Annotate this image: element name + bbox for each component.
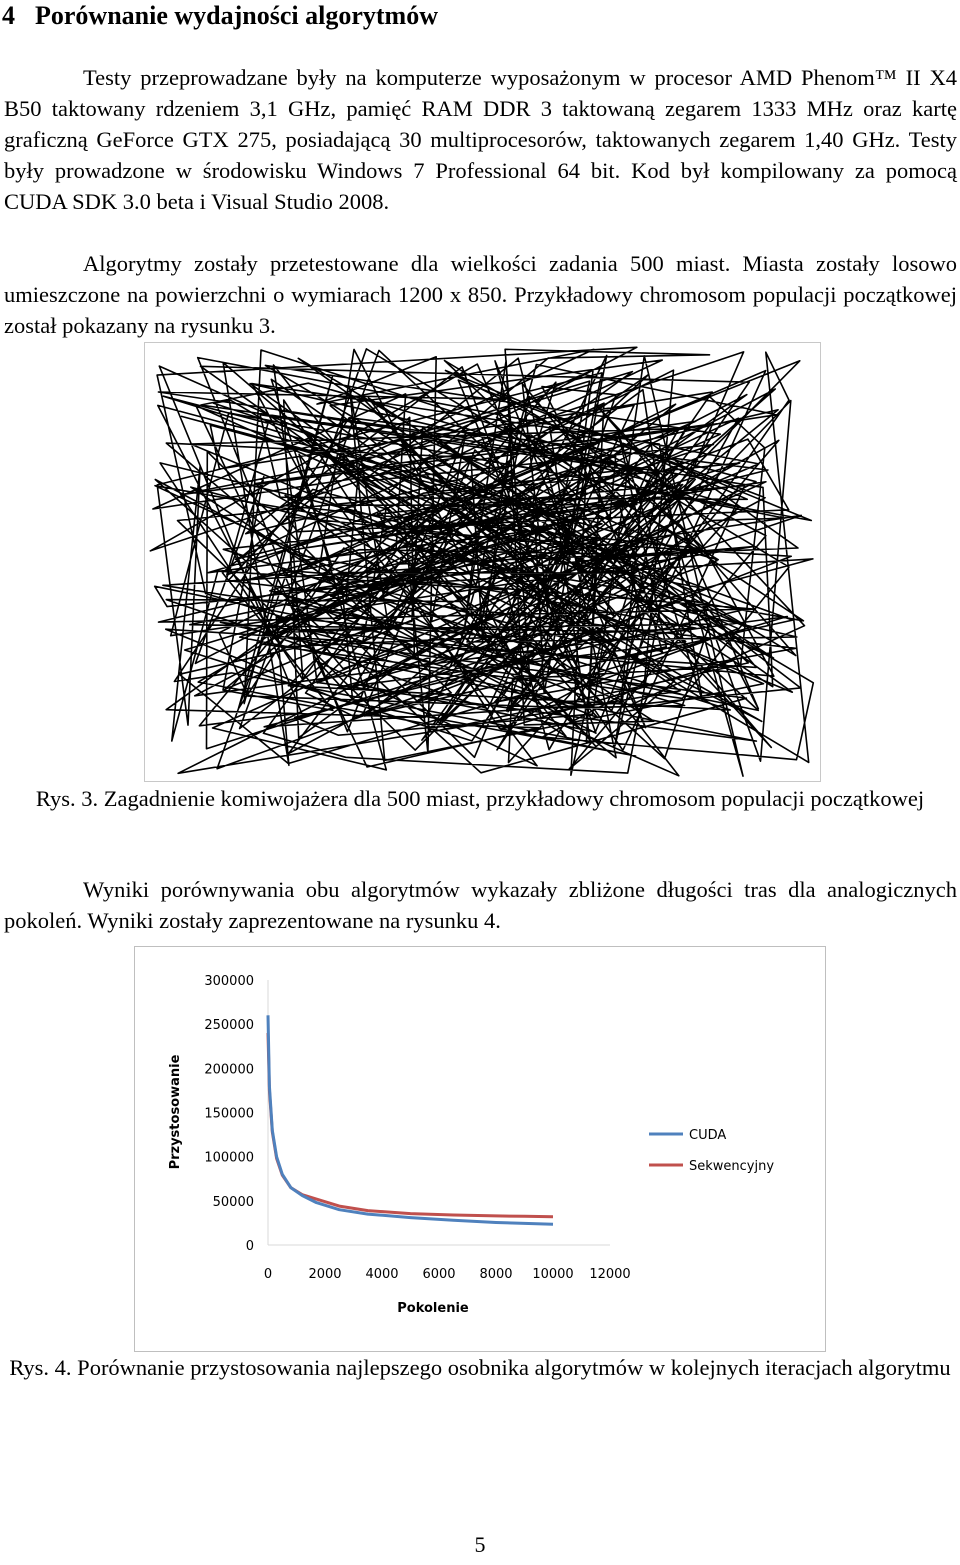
- fitness-line-chart: [135, 947, 825, 1351]
- figure-tsp-chromosome: [144, 342, 821, 782]
- figure-fitness-chart: [134, 946, 826, 1352]
- figure3-caption: Rys. 3. Zagadnienie komiwojażera dla 500 miast, przykładowy chromosom populacji początkowej: [35, 786, 925, 811]
- section-number: 4: [2, 1, 15, 30]
- tsp-route: [150, 347, 813, 776]
- paragraph-results: Wyniki porównywania obu algorytmów wykazały zbliżone długości tras dla analogicznych pokoleń. Wyniki zostały zaprezentowane na rysunku 4.: [4, 877, 957, 933]
- y-tick-label: 100000: [204, 1150, 254, 1166]
- legend-label: CUDA: [689, 1128, 727, 1143]
- y-tick-label: 0: [245, 1239, 254, 1254]
- x-tick-label: 12000: [589, 1267, 631, 1282]
- figure4-caption: Rys. 4. Porównanie przystosowania najlepszego osobnika algorytmów w kolejnych iteracjach algorytmu: [9, 1355, 951, 1380]
- x-axis-title: Pokolenie: [397, 1301, 469, 1316]
- x-tick-label: 0: [263, 1267, 273, 1282]
- x-tick-label: 10000: [532, 1267, 574, 1282]
- y-tick-label: 250000: [204, 1018, 254, 1034]
- paragraph-problem-size: Algorytmy zostały przetestowane dla wielkości zadania 500 miast. Miasta zostały losowo umieszczone na powierzchni o wymiarach 1200 x 850. Przykładowy chromosom populacji początkowej został pokazany na rysunku 3.: [4, 251, 957, 338]
- page-number: 5: [474, 1532, 486, 1557]
- series-line-sekwencyjny: [268, 1033, 553, 1217]
- x-tick-label: 2000: [308, 1267, 342, 1282]
- x-tick-label: 6000: [422, 1267, 456, 1282]
- y-axis-title: Przystosowanie: [168, 1054, 183, 1170]
- y-tick-label: 200000: [204, 1062, 254, 1078]
- y-tick-label: 50000: [212, 1194, 254, 1210]
- section-title: Porównanie wydajności algorytmów: [35, 1, 438, 30]
- x-tick-label: 8000: [479, 1267, 513, 1282]
- series-line-cuda: [268, 1015, 553, 1224]
- y-tick-label: 300000: [204, 974, 254, 989]
- section-heading: [2, 0, 438, 32]
- y-tick-label: 150000: [204, 1106, 254, 1122]
- legend-label: Sekwencyjny: [689, 1159, 775, 1174]
- x-tick-label: 4000: [365, 1267, 399, 1282]
- tsp-route-plot: [145, 343, 820, 781]
- paragraph-test-setup: Testy przeprowadzane były na komputerze wyposażonym w procesor AMD Phenom™ II X4 B50 taktowany rdzeniem 3,1 GHz, pamięć RAM DDR 3 taktowaną zegarem 1333 MHz oraz kartę graficzną GeForce GTX 275, posiadającą 30 multiprocesorów, taktowanych zegarem 1,40 GHz. Testy były prowadzone w środowisku Windows 7 Professional 64 bit. Kod był kompilowany za pomocą CUDA SDK 3.0 beta i Visual Studio 2008.: [4, 65, 957, 214]
